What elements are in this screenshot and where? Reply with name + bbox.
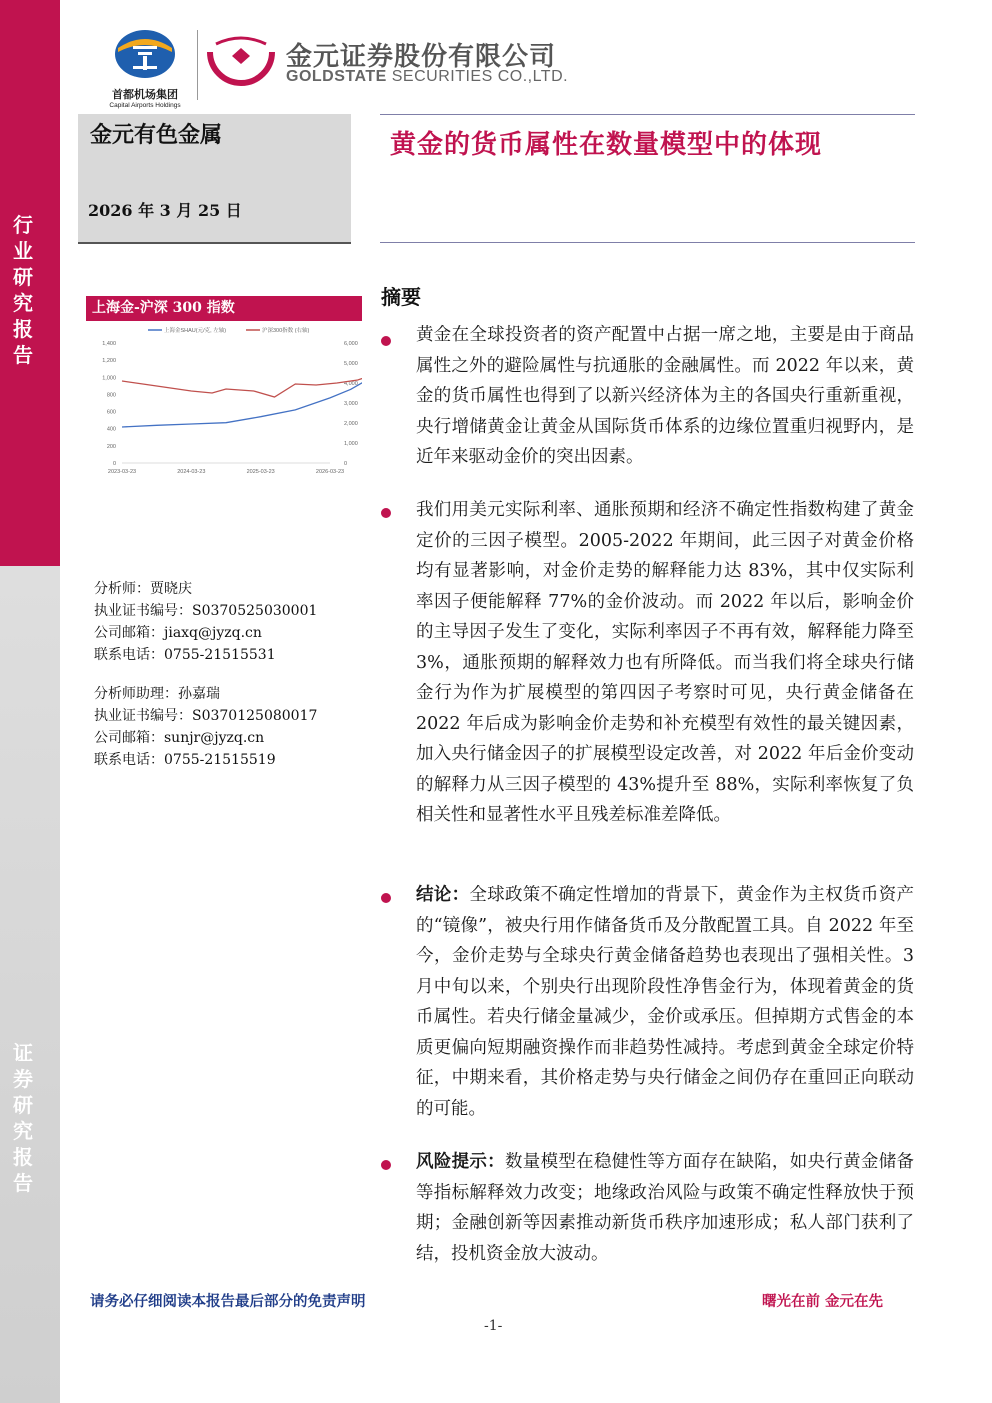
bullet-icon: [381, 893, 391, 903]
company-name-en-bold: GOLDSTATE: [286, 68, 387, 85]
chart-title: 上海金-沪深 300 指数: [86, 296, 362, 321]
series-line-gold: [122, 364, 362, 427]
y-left-tick-label: 600: [106, 409, 116, 416]
y-right-tick-label: 6,000: [344, 341, 358, 347]
abstract-paragraph-1: 黄金在全球投资者的资产配置中占据一席之地，主要是由于商品属性之外的避险属性与抗通胀的金融属性。而 2022 年以来，黄金的货币属性也得到了以新兴经济体为主的各国央行重新重视，央行增储黄金让黄金从国际货币体系的边缘位置重归视野内，是近年来驱动金价的突出因素。: [416, 325, 914, 467]
y-right-tick-label: 4,000: [344, 381, 358, 387]
company-name-en-rest: SECURITIES CO.,LTD.: [386, 68, 569, 85]
conclusion-label: 结论：: [416, 885, 470, 905]
analyst-cert: 执业证书编号：S0370525030001: [94, 603, 318, 619]
report-title: 黄金的货币属性在数量模型中的体现: [390, 130, 823, 160]
industry-name: 金元有色金属: [90, 122, 223, 148]
footer-slogan: 曙光在前 金元在先: [762, 1293, 884, 1310]
assistant-cert: 执业证书编号：S0370125080017: [94, 708, 318, 724]
x-tick-label: 2025-03-23: [246, 469, 275, 475]
y-right-tick-label: 0: [344, 461, 348, 467]
y-left-tick-label: 1,400: [102, 341, 116, 347]
bullet-icon: [381, 336, 391, 346]
y-right-tick-label: 1,000: [344, 441, 358, 447]
y-right-tick-label: 5,000: [344, 361, 358, 367]
y-left-tick-label: 200: [106, 443, 116, 450]
analyst-name: 分析师：贾晓庆: [94, 581, 192, 597]
conclusion-text: 全球政策不确定性增加的背景下，黄金作为主权货币资产的“镜像”，被央行用作储备货币及分散配置工具。自 2022 年至今，金价走势与全球央行黄金储备趋势也表现出了强相关性。3 月中旬以来，个别央行出现阶段性净售金行为，体现着黄金的货币属性。若央行储金量减少，金价或承压。但掉期方式售金的本质更偏向短期融资操作而非趋势性减持。考虑到黄金全球定价特征，中期来看，其价格走势与央行储金之间仍存在重回正向联动的可能。: [416, 885, 914, 1119]
abstract-conclusion: [416, 880, 914, 1124]
risk-text: 数量模型在稳健性等方面存在缺陷，如央行黄金储备等指标解释效力改变；地缘政治风险与政策不确定性释放快于预期；金融创新等因素推动新货币秩序加速形成；私人部门获利了结，投机资金放大波动。: [416, 1152, 915, 1264]
bullet-icon: [381, 1160, 391, 1170]
airport-logo: [100, 26, 190, 109]
title-top-rule: [380, 114, 915, 115]
analyst-phone: 联系电话：0755-21515531: [94, 647, 276, 663]
analyst-info: [94, 578, 317, 788]
airport-brand-en: Capital Airports Holdings: [109, 102, 181, 109]
title-bottom-rule: [380, 242, 915, 243]
x-tick-label: 2023-03-23: [107, 469, 137, 475]
disclaimer-note: 请务必仔细阅读本报告最后部分的免责声明: [90, 1293, 366, 1310]
x-tick-label: 2024-03-23: [177, 469, 206, 475]
abstract-risk: [416, 1147, 914, 1269]
y-left-tick-label: 400: [106, 426, 116, 433]
x-tick-label: 2026-03-23: [315, 469, 345, 475]
report-date: 2026 年 3 月 25 日: [88, 201, 242, 220]
y-left-tick-label: 0: [112, 461, 116, 467]
legend-label-gold: 上海金SHAU(元/克, 左轴): [164, 328, 227, 334]
side-bar-bottom: [0, 566, 60, 1403]
y-left-tick-label: 800: [106, 392, 116, 399]
logo-divider: [197, 30, 198, 100]
goldstate-logo-icon: [206, 34, 276, 90]
analyst-email: 公司邮箱：jiaxq@jyzq.cn: [94, 625, 262, 641]
y-left-tick-label: 1,200: [102, 358, 116, 365]
company-name-cn: 金元证券股份有限公司: [286, 42, 557, 72]
bullet-icon: [381, 508, 391, 518]
assistant-name: 分析师助理：孙嘉瑞: [94, 686, 220, 702]
assistant-email: 公司邮箱：sunjr@jyzq.cn: [94, 730, 265, 746]
assistant-phone: 联系电话：0755-21515519: [94, 752, 276, 768]
y-right-tick-label: 2,000: [344, 421, 358, 427]
airport-brand-cn: 首都机场集团: [112, 88, 178, 101]
legend-label-hs300: 沪深300指数 (右轴): [262, 328, 310, 334]
side-label-securities-report: 证 券 研 究 报 告: [13, 1041, 33, 1195]
series-line-hs300: [122, 370, 362, 397]
abstract-title: 摘要: [381, 285, 421, 309]
analyst-group: [94, 578, 317, 666]
analyst-assistant-group: [94, 683, 317, 771]
page-number: -1-: [484, 1318, 503, 1334]
company-name-en: [286, 68, 568, 86]
gold-vs-hs300-chart: [86, 296, 362, 484]
risk-label: 风险提示：: [416, 1152, 505, 1172]
y-right-tick-label: 3,000: [344, 401, 358, 407]
side-label-industry-report: 行 业 研 究 报 告: [13, 213, 33, 367]
airport-emblem-icon: [100, 26, 190, 80]
chart-canvas: [86, 321, 362, 484]
abstract-paragraph-2: 我们用美元实际利率、通胀预期和经济不确定性指数构建了黄金定价的三因子模型。2005-2022 年期间，此三因子对黄金价格均有显著影响，对金价走势的解释能力达 83%，其中仅实际利率因子便能解释 77%的金价波动。而 2022 年以后，影响金价的主导因子发生了变化，实际利率因子不再有效，解释能力降至 3%，通胀预期的解释效力也有所降低。而当我们将全球央行储金行为作为扩展模型的第四因子考察时可见，央行黄金储备在 2022 年后成为影响金价走势和补充模型有效性的最关键因素，加入央行储金因子的扩展模型设定改善，对 2022 年后金价变动的解释力从三因子模型的 43%提升至 88%，实际利率恢复了负相关性和显著性水平且残差标准差降低。: [416, 500, 914, 825]
y-left-tick-label: 1,000: [102, 375, 116, 382]
